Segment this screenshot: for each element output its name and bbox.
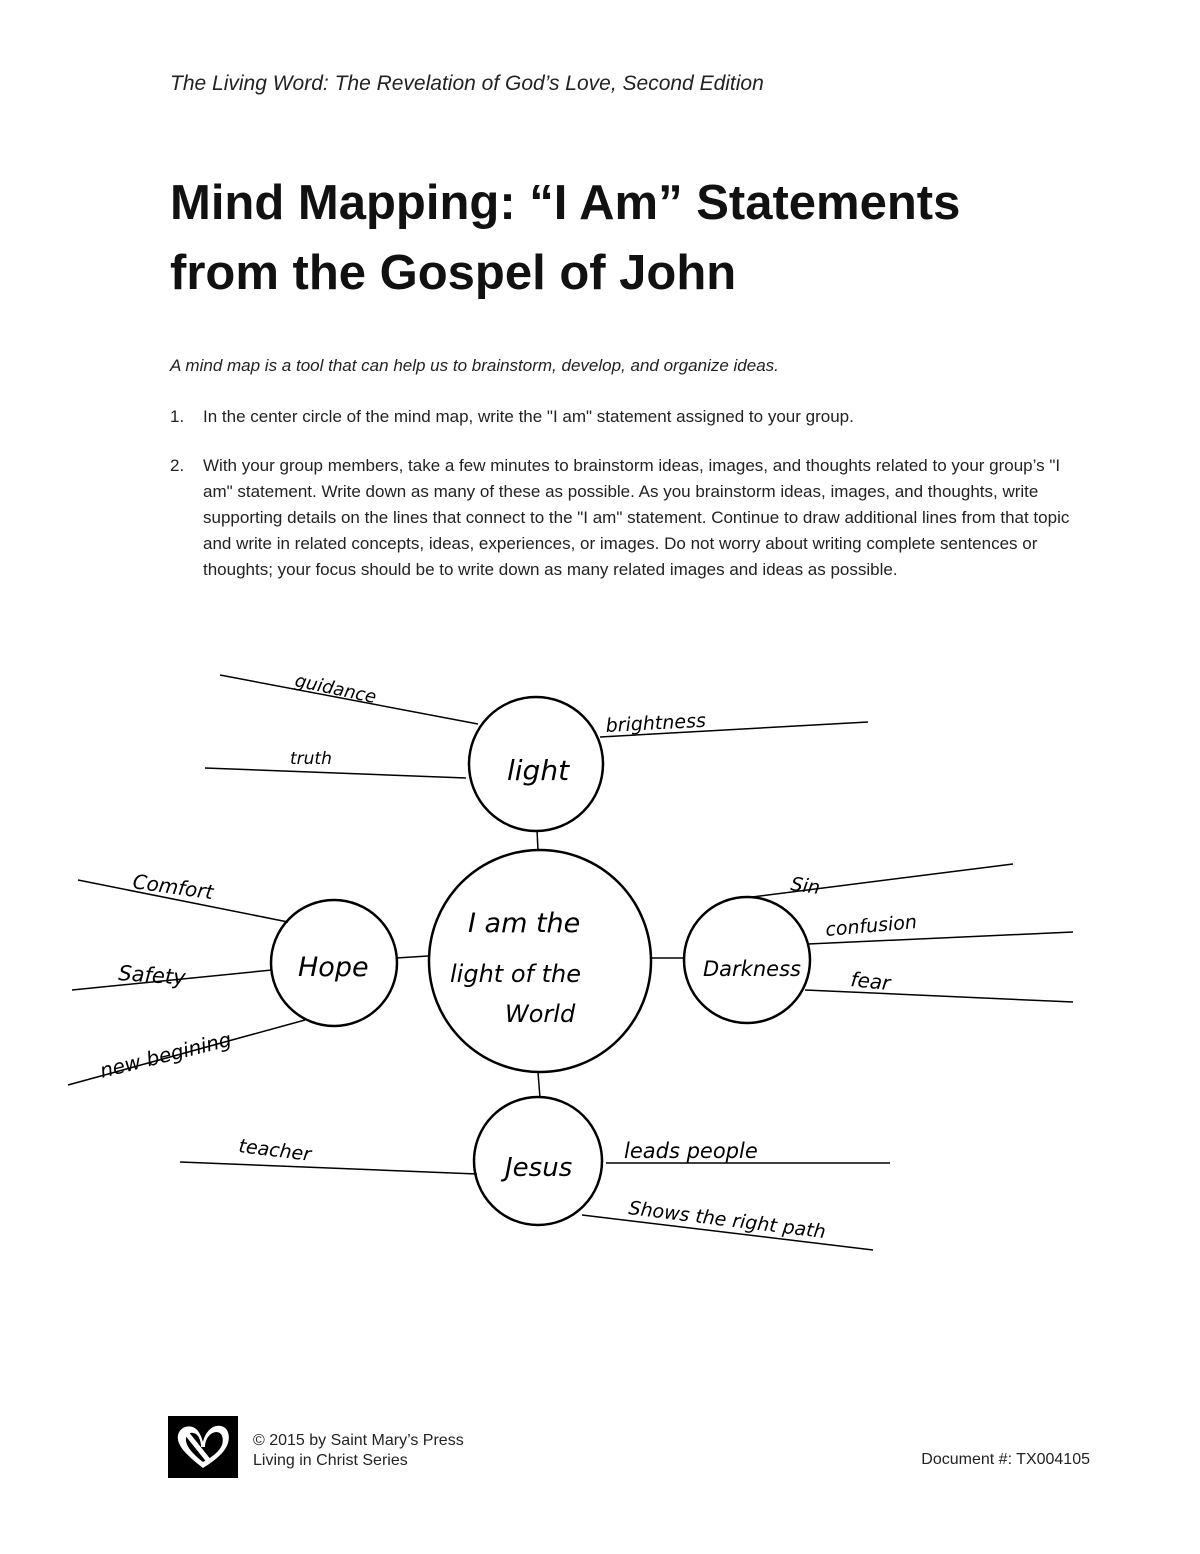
detail-sin: Sin <box>789 873 822 900</box>
step-text: In the center circle of the mind map, write the "I am" statement assigned to your group. <box>203 407 854 426</box>
step-number: 2. <box>170 456 185 475</box>
topic-left-label: Hope <box>298 952 369 983</box>
step-text: With your group members, take a few minutes to brainstorm ideas, images, and thoughts related to your group’s "I am" statement. Write down as many of these as possible. As you brainstorm ideas, images, and thoughts, write supporting details on the lines that connect to the "I am" statement. Continue to draw additional lines from that topic and write in related concepts, ideas, experiences, or images. Do not worry about writing complete sentences or thoughts; your focus should be to write down as many related images and ideas as possible. <box>203 456 1070 579</box>
page-title <box>170 168 1070 308</box>
mind-map-drawing <box>0 640 1200 1280</box>
saint-marys-press-heart-logo-icon <box>168 1416 238 1478</box>
intro-text: A mind map is a tool that can help us to brainstorm, develop, and organize ideas. <box>170 356 779 375</box>
detail-truth: truth <box>290 749 332 769</box>
detail-comfort: Comfort <box>131 869 215 905</box>
detail-brightness: brightness <box>605 709 707 737</box>
detail-shows-path: Shows the right path <box>627 1197 827 1244</box>
topic-bottom-label: Jesus <box>505 1153 573 1183</box>
running-head: The Living Word: The Revelation of God’s Love, Second Edition <box>170 72 764 95</box>
detail-teacher: teacher <box>237 1135 313 1166</box>
detail-safety: Safety <box>117 961 187 990</box>
detail-leads-people: leads people <box>624 1139 758 1163</box>
topic-right-label: Darkness <box>703 957 801 981</box>
center-text-line-2: light of the <box>450 960 581 988</box>
instruction-list <box>170 404 1070 606</box>
copyright-line: © 2015 by Saint Mary’s Press <box>253 1432 464 1449</box>
title-line-1: Mind Mapping: “I Am” Statements <box>170 176 961 230</box>
connector-line <box>805 990 1073 1002</box>
instruction-step <box>170 453 1070 583</box>
topic-top-label: light <box>507 754 570 787</box>
hub-connector <box>396 956 428 958</box>
instruction-step <box>170 404 1070 430</box>
detail-fear: fear <box>849 967 892 996</box>
copyright-block <box>253 1431 464 1471</box>
hub-connector <box>538 1072 540 1098</box>
center-text-line-3: World <box>505 1000 576 1028</box>
hub-connector <box>537 830 538 850</box>
mind-map <box>0 640 1200 1280</box>
detail-new-beginning: new begining <box>97 1027 234 1083</box>
title-line-2: from the Gospel of John <box>170 246 737 300</box>
detail-guidance: guidance <box>292 670 379 709</box>
detail-confusion: confusion <box>824 911 918 941</box>
step-number: 1. <box>170 407 185 426</box>
connector-line <box>180 1162 477 1174</box>
center-text-line-1: I am the <box>468 908 581 939</box>
series-line: Living in Christ Series <box>253 1452 408 1469</box>
connector-line <box>205 768 466 778</box>
document-number: Document #: TX004105 <box>921 1451 1090 1468</box>
